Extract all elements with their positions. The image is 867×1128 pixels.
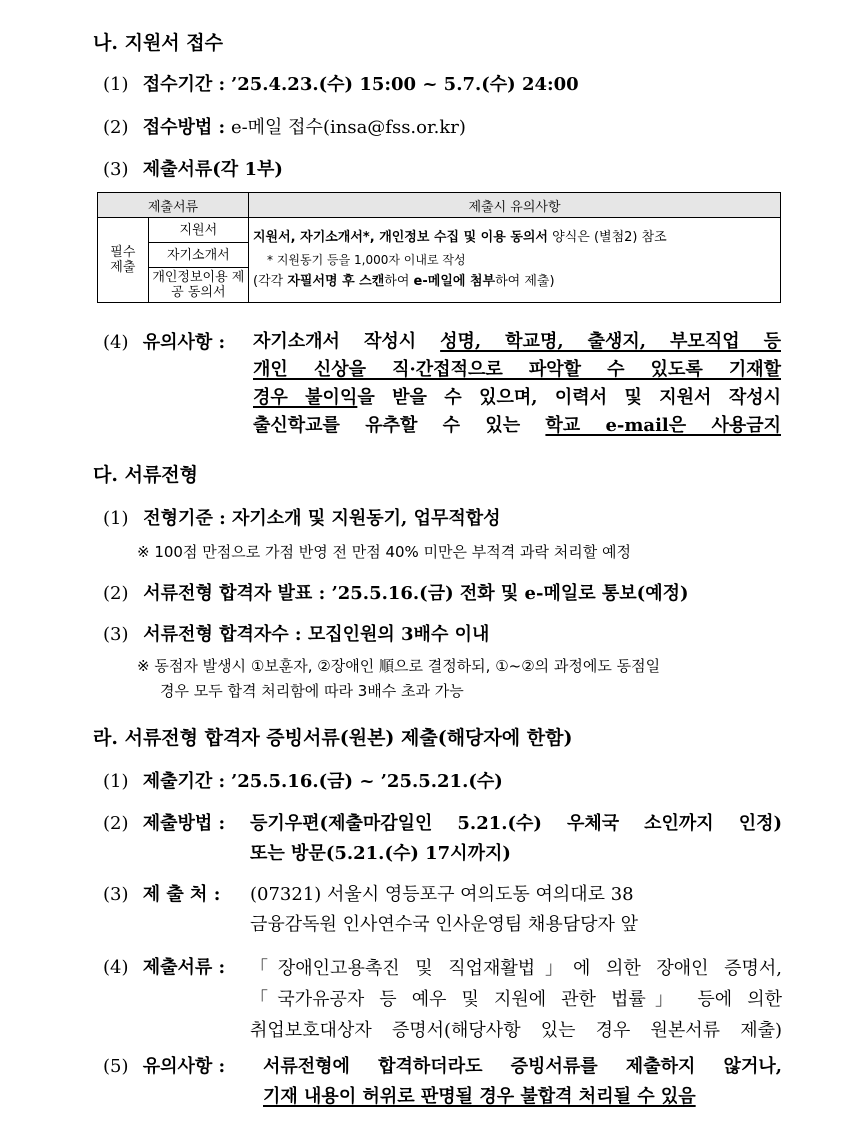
table-header-notes: 제출시 유의사항 [249,193,781,218]
screening-criteria-note: ※ 100점 만점으로 가점 반영 전 만점 40% 미만은 부적격 과락 처리할 예정 [137,543,632,561]
proof-caution-row: (5) 유의사항 : [103,1056,226,1077]
screening-criteria-row: (1) 전형기준 : 자기소개 및 지원동기, 업무적합성 [103,508,501,529]
receipt-method-row: (2) 접수방법 : e-메일 접수(insa@fss.or.kr) [103,117,466,138]
section-title-na: 나. 지원서 접수 [93,32,223,54]
screening-count-row: (3) 서류전형 합격자수 : 모집인원의 3배수 이내 [103,624,490,645]
receipt-method-label: 접수방법 : [142,117,226,138]
screening-announce-row: (2) 서류전형 합격자 발표 : ’25.5.16.(금) 전화 및 e-메일로 통보(예정) [103,583,689,604]
screening-announce-text: 서류전형 합격자 발표 : ’25.5.16.(금) 전화 및 e-메일로 통보(예정) [143,583,689,604]
note-length: * 지원동기 등을 1,000자 이내로 작성 [267,253,466,267]
proof-docs-text: 「장애인고용촉진 및 직업재활법」에 의한 장애인 증명서, 「국가유공자 등 예우 및 지원에 관한 법률」 등에 의한 취업보호대상자 증명서(해당사항 있는 경우 원본서류 제출) [250,958,782,1041]
note-forms: 지원서, 자기소개서*, 개인정보 수집 및 이용 동의서 [253,230,548,245]
receipt-period-value: ’25.4.23.(수) 15:00 ~ 5.7.(수) 24:00 [230,74,579,95]
table-notes [249,218,781,303]
proof-method-text: 등기우편(제출마감일인 5.21.(수) 우체국 소인까지 인정) 또는 방문(5.21.(수) 17시까지) [250,813,782,864]
proof-docs-row: (4) 제출서류 : [103,957,226,978]
caution-row: (4) 유의사항 : [103,332,226,353]
section-title-da: 다. 서류전형 [93,464,198,486]
receipt-period-row: (1) 접수기간 : ’25.4.23.(수) 15:00 ~ 5.7.(수) 24:00 [103,74,579,95]
receipt-email: (insa@fss.or.kr) [322,117,466,138]
tie-note-line2: 경우 모두 합격 처리함에 따라 3배수 초과 가능 [160,682,464,700]
doc-self-intro: 자기소개서 [148,243,248,268]
submission-docs-label: 제출서류(각 1부) [142,159,283,180]
doc-privacy-consent: 개인정보이용 제공 동의서 [148,268,248,303]
note-forms-ref: 양식은 (별첨2) 참조 [548,230,667,245]
proof-destination-text: (07321) 서울시 영등포구 여의도동 여의대로 38 금융감독원 인사연수국 인사운영팀 채용담당자 앞 [250,884,639,935]
section-title-ra: 라. 서류전형 합격자 증빙서류(원본) 제출(해당자에 한함) [93,727,573,749]
receipt-method-value: e-메일 접수 [230,117,323,138]
proof-method-row: (2) 제출방법 : [103,813,226,834]
submission-docs-table [97,192,781,303]
tie-note-line1: ※ 동점자 발생시 ①보훈자, ②장애인 順으로 결정하되, ①~②의 과정에도 동점일 [137,657,661,675]
category-required: 필수 제출 [98,218,149,303]
table-header-docs: 제출서류 [98,193,249,218]
proof-period-value: ’25.5.16.(금) ~ ’25.5.21.(수) [230,771,503,792]
proof-docs-label: 제출서류 : [142,957,226,978]
proof-caution-text: 서류전형에 합격하더라도 증빙서류를 제출하지 않거나, 기재 내용이 허위로 판명될 경우 불합격 처리될 수 있음 [263,1056,782,1107]
screening-criteria-text: 전형기준 : 자기소개 및 지원동기, 업무적합성 [143,508,501,529]
caution-label: 유의사항 : [142,332,226,353]
proof-method-label: 제출방법 : [142,813,226,834]
proof-destination-label: 제 출 처 : [142,884,221,905]
proof-period-row: (1) 제출기간 : ’25.5.16.(금) ~ ’25.5.21.(수) [103,771,503,792]
submission-docs-row: (3) 제출서류(각 1부) [103,159,283,180]
caution-text: 자기소개서 작성시 성명, 학교명, 출생지, 부모직업 등 개인 신상을 직·간접적으로 파악할 수 있도록 기재할 경우 불이익을 받을 수 있으며, 이력서 및 지원서 작성시 출신학교를 유추할 수 있는 학교 e-mail은 사용금지 [253,331,781,436]
screening-count-text: 서류전형 합격자수 : 모집인원의 3배수 이내 [143,624,490,645]
note-signature: (각각 자필서명 후 스캔하여 e-메일에 첨부하여 제출) [253,274,555,289]
proof-destination-row: (3) 제 출 처 : [103,884,221,905]
proof-caution-label: 유의사항 : [142,1056,226,1077]
receipt-period-label: 접수기간 : [142,74,226,95]
proof-period-label: 제출기간 : [142,771,226,792]
doc-application: 지원서 [148,218,248,243]
